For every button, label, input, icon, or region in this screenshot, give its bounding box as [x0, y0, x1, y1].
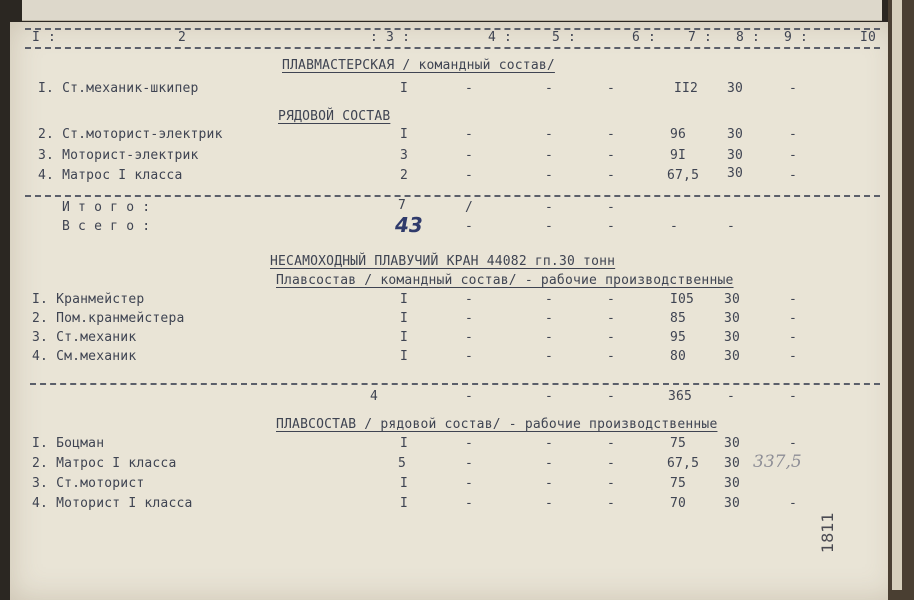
table-cell: -	[465, 127, 474, 142]
header-col6: 6 :	[632, 30, 657, 45]
table-row-name: 3. Ст.механик	[32, 330, 137, 345]
table-cell: -	[789, 330, 798, 345]
table-cell: -	[607, 330, 616, 345]
table-cell: I	[400, 436, 409, 451]
header-col3: : 3 :	[370, 30, 411, 45]
table-cell: -	[465, 476, 474, 491]
table-cell: -	[789, 496, 798, 511]
table-cell: 30	[724, 349, 741, 364]
table-cell: -	[789, 127, 798, 142]
table-cell: I	[400, 311, 409, 326]
table-cell: -	[545, 330, 554, 345]
table-cell: 95	[670, 330, 687, 345]
table-cell: 30	[727, 81, 744, 96]
table-cell: 3	[400, 148, 409, 163]
table-row-name: I. Боцман	[32, 436, 105, 451]
table-cell: -	[465, 81, 474, 96]
table-cell: -	[670, 219, 679, 234]
table-cell: -	[545, 168, 554, 183]
table-cell: 4	[370, 389, 379, 404]
table-cell: -	[607, 148, 616, 163]
table-cell: I	[400, 127, 409, 142]
table-cell: -	[465, 349, 474, 364]
table-cell: -	[545, 311, 554, 326]
table-cell: I	[400, 496, 409, 511]
table-cell: 365	[668, 389, 693, 404]
table-cell: /	[465, 200, 474, 215]
table-cell: I	[400, 476, 409, 491]
header-col1: I :	[32, 30, 57, 45]
table-cell: -	[607, 496, 616, 511]
pencil-note: 337,5	[753, 452, 802, 472]
table-cell: 30	[727, 166, 744, 181]
table-cell: -	[789, 311, 798, 326]
table-cell: -	[607, 81, 616, 96]
table-cell: I	[400, 349, 409, 364]
table-cell: 30	[724, 436, 741, 451]
table-cell: -	[465, 292, 474, 307]
table-cell: -	[545, 476, 554, 491]
table-cell: -	[727, 389, 736, 404]
header-col5: 5 :	[552, 30, 577, 45]
table-cell: 7	[398, 198, 407, 213]
table-cell: -	[545, 148, 554, 163]
header-col9: 9 :	[784, 30, 809, 45]
table-cell: I05	[670, 292, 695, 307]
table-cell: -	[607, 349, 616, 364]
table-cell: 30	[724, 496, 741, 511]
table-cell: -	[545, 389, 554, 404]
table-row-name: 3. Ст.моторист	[32, 476, 145, 491]
table-row-name: 2. Ст.моторист-электрик	[38, 127, 223, 142]
subtotal-rule	[25, 195, 880, 197]
table-row-name: 2. Матрос I класса	[32, 456, 177, 471]
handwritten-total: 43	[395, 213, 423, 237]
table-cell: 2	[400, 168, 409, 183]
header-col2: 2	[178, 30, 187, 45]
section-title-workshop: ПЛАВМАСТЕРСКАЯ / командный состав/	[282, 58, 555, 73]
table-cell: 30	[724, 476, 741, 491]
table-row-name: 3. Моторист-электрик	[38, 148, 199, 163]
table-cell: 80	[670, 349, 687, 364]
table-cell: 75	[670, 436, 687, 451]
table-cell: -	[545, 292, 554, 307]
table-cell: -	[465, 219, 474, 234]
table-cell: -	[545, 436, 554, 451]
table-cell: -	[545, 219, 554, 234]
table-cell: I	[400, 81, 409, 96]
table-cell: -	[465, 496, 474, 511]
table-cell: -	[465, 436, 474, 451]
table-cell: -	[465, 330, 474, 345]
table-row-name: 2. Пом.кранмейстера	[32, 311, 185, 326]
header-col8: 8 :	[736, 30, 761, 45]
table-cell: 30	[724, 311, 741, 326]
header-bottom-rule	[25, 47, 880, 49]
table-cell: 9I	[670, 148, 687, 163]
table-cell: -	[545, 496, 554, 511]
table-cell: -	[607, 389, 616, 404]
table-cell: 96	[670, 127, 687, 142]
table-cell: 30	[724, 292, 741, 307]
vsego-label: В с е г о :	[62, 219, 151, 234]
table-cell: -	[545, 349, 554, 364]
table-cell: -	[789, 349, 798, 364]
table-cell: -	[607, 168, 616, 183]
section-title-crane: НЕСАМОХОДНЫЙ ПЛАВУЧИЙ КРАН 44082 гп.30 тонн	[270, 254, 616, 269]
table-cell: 30	[727, 148, 744, 163]
crane-total-rule	[30, 383, 880, 385]
table-row-name: I. Ст.механик-шкипер	[38, 81, 199, 96]
table-cell: 5	[398, 456, 407, 471]
table-cell: -	[545, 200, 554, 215]
table-cell: -	[607, 436, 616, 451]
table-cell: -	[607, 292, 616, 307]
table-cell: 67,5	[667, 456, 700, 471]
header-col7: 7 :	[688, 30, 713, 45]
table-cell: -	[465, 168, 474, 183]
table-cell: -	[545, 456, 554, 471]
table-cell: II2	[674, 81, 699, 96]
table-cell: 30	[727, 127, 744, 142]
table-cell: -	[607, 456, 616, 471]
table-cell: I	[400, 330, 409, 345]
table-row-name: 4. Матрос I класса	[38, 168, 183, 183]
table-cell: -	[465, 456, 474, 471]
table-cell: I	[400, 292, 409, 307]
table-cell: -	[789, 148, 798, 163]
table-row-name: 4. См.механик	[32, 349, 137, 364]
header-col10: I0	[860, 30, 877, 45]
table-cell: -	[727, 219, 736, 234]
handwritten-page-number: 1811	[818, 512, 837, 553]
table-cell: -	[789, 168, 798, 183]
table-cell: -	[607, 219, 616, 234]
section-subtitle-crane-command: Плавсостав / командный состав/ - рабочие производственные	[276, 273, 734, 288]
table-row-name: I. Кранмейстер	[32, 292, 145, 307]
table-cell: -	[465, 148, 474, 163]
table-row-name: 4. Моторист I класса	[32, 496, 193, 511]
table-cell: -	[789, 292, 798, 307]
section-title-crane-ordinary: ПЛАВСОСТАВ / рядовой состав/ - рабочие производственные	[276, 417, 718, 432]
table-cell: -	[789, 436, 798, 451]
itogo-label: И т о г о :	[62, 200, 151, 215]
table-cell: -	[789, 81, 798, 96]
table-cell: 30	[724, 330, 741, 345]
previous-page-edge	[22, 0, 882, 21]
table-cell: -	[465, 389, 474, 404]
table-cell: -	[607, 127, 616, 142]
table-cell: 85	[670, 311, 687, 326]
section-title-ordinary-staff: РЯДОВОЙ СОСТАВ	[278, 109, 391, 124]
table-cell: -	[607, 476, 616, 491]
header-col4: 4 :	[488, 30, 513, 45]
table-cell: -	[607, 200, 616, 215]
table-cell: 70	[670, 496, 687, 511]
table-cell: 75	[670, 476, 687, 491]
next-page-edge	[892, 0, 902, 590]
table-cell: 67,5	[667, 168, 700, 183]
table-cell: -	[545, 127, 554, 142]
table-cell: -	[465, 311, 474, 326]
table-cell: 30	[724, 456, 741, 471]
table-cell: -	[607, 311, 616, 326]
table-cell: -	[789, 389, 798, 404]
table-cell: -	[545, 81, 554, 96]
